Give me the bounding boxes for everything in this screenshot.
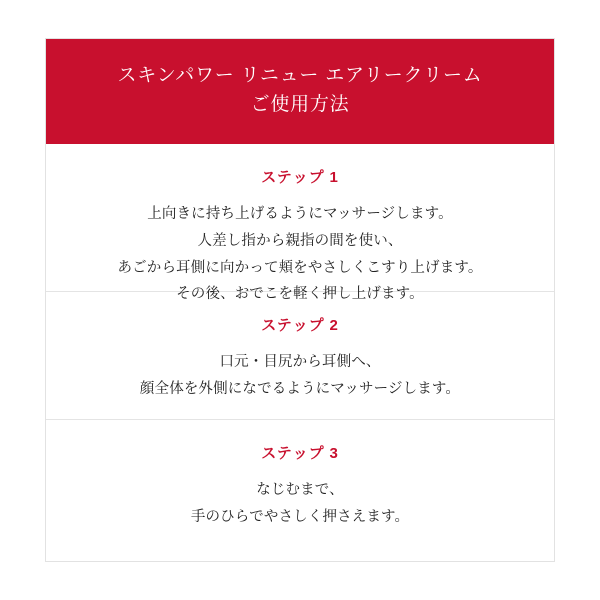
step-1-line-4: その後、おでこを軽く押し上げます。 — [176, 286, 424, 303]
step-item-1 — [46, 144, 554, 303]
step-item-3 — [46, 420, 554, 550]
step-2-body — [70, 349, 530, 403]
card-header — [46, 39, 554, 144]
step-1-line-2: 人差し指から親指の間を使い、 — [197, 232, 403, 249]
step-3-label: ステップ 3 — [261, 444, 339, 462]
step-2-line-2: 顔全体を外側になでるようにマッサージします。 — [139, 380, 461, 397]
step-2-line-1: 口元・目尻から耳側へ、 — [219, 353, 381, 370]
step-3-body — [70, 477, 530, 531]
step-1-label: ステップ 1 — [261, 168, 339, 186]
step-1-line-3: あごから耳側に向かって頬をやさしくこすり上げます。 — [117, 259, 483, 276]
step-1-line-1: 上向きに持ち上げるようにマッサージします。 — [147, 205, 453, 222]
step-3-line-2: 手のひらでやさしく押さえます。 — [190, 508, 410, 525]
step-2-label: ステップ 2 — [261, 316, 339, 334]
instruction-card — [45, 38, 555, 562]
usage-subtitle: ご使用方法 — [250, 94, 350, 116]
step-item-2 — [46, 292, 554, 420]
step-3-line-1: なじむまで、 — [256, 481, 344, 498]
steps-list — [46, 144, 554, 561]
product-title: スキンパワー リニュー エアリークリーム — [117, 65, 483, 86]
